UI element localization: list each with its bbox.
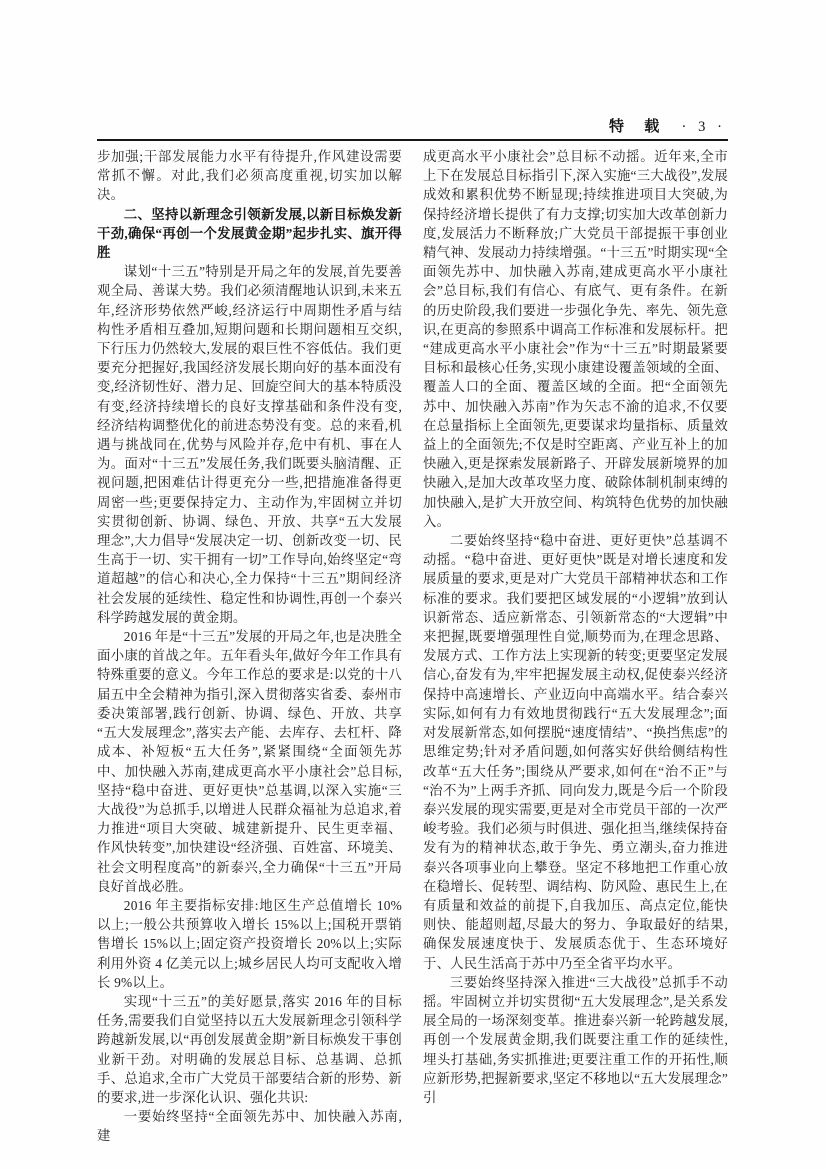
page-number: · 3 · <box>681 119 726 135</box>
section-title: 特 载 <box>609 119 668 135</box>
section-heading: 二、坚持以新理念引领新发展,以新目标焕发新干劲,确保“再创一个发展黄金期”起步扎实、旗开得胜 <box>97 206 402 261</box>
paragraph: 谋划“十三五”特别是开局之年的发展,首先要善观全局、善谋大势。我们必须清醒地认识到,未来五年,经济形势依然严峻,经济运行中周期性矛盾与结构性矛盾相互叠加,短期问题和长期问题相互交织,下行压力仍然较大,发展的艰巨性不容低估。我们更要充分把握好,我国经济发展长期向好的基本面没有变,经济韧性好、潜力足、回旋空间大的基本特质没有变,经济持续增长的良好支撑基础和条件没有变,经济结构调整优化的前进态势没有变。总的来看,机遇与挑战同在,优势与风险并存,危中有机、事在人为。面对“十三五”发展任务,我们既要头脑清醒、正视问题,把困难估计得更充分一些,把措施准备得更周密一些;更要保持定力、主动作为,牢固树立并切实贯彻创新、协调、绿色、开放、共享“五大发展理念”,大力倡导“发展决定一切、创新改变一切、民生高于一切、实干拥有一切”工作导向,始终坚定“弯道超越”的信心和决心,全力保持“十三五”期间经济社会发展的延续性、稳定性和协调性,再创一个泰兴科学跨越发展的黄金期。 <box>97 264 402 625</box>
paragraph-point-one-continued: 成更高水平小康社会”总目标不动摇。近年来,全市上下在发展总目标指引下,深入实施“三大战役”,发展成效和累积优势不断显现;持续推进项目大突破,为保持经济增长提供了有力支撑;切实加大改革创新力度,发展活力不断释放;广大党员干部提振干事创业精气神、发展动力持续增强。“十三五”时期实现“全面领先苏中、加快融入苏南,建成更高水平小康社会”总目标,我们有信心、有底气、更有条件。在新的历史阶段,我们要进一步强化争先、率先、领先意识,在更高的参照系中调高工作标准和发展标杆。把“建成更高水平小康社会”作为“十三五”时期最紧要目标和最核心任务,实现小康建设覆盖领域的全面、覆盖人口的全面、覆盖区域的全面。把“全面领先苏中、加快融入苏南”作为矢志不渝的追求,不仅要在总量指标上全面领先,更要谋求均量指标、质量效益上的全面领先;不仅是时空距离、产业互补上的加快融入,更是探索发展新路子、开辟发展新境界的加快融入,是加大改革攻坚力度、破除体制机制束缚的加快融入,是扩大开放空间、构筑特色优势的加快融入。 <box>423 149 728 529</box>
header-rule <box>97 139 728 141</box>
paragraph-point-one-start: 一要始终坚持“全面领先苏中、加快融入苏南,建 <box>97 1109 402 1144</box>
paragraph: 实现“十三五”的美好愿景,落实 2016 年的目标任务,需要我们自觉坚持以五大发展新理念引领科学跨越新发展,以“再创发展黄金期”新目标焕发干事创业新干劲。对明确的发展总目标、总基调、总抓手、总追求,全市广大党员干部要结合新的形势、新的要求,进一步深化认识、强化共识: <box>97 993 402 1105</box>
paragraph-continuation: 步加强;干部发展能力水平有待提升,作风建设需要常抓不懈。对此,我们必须高度重视,切实加以解决。 <box>97 149 402 203</box>
page-body <box>97 147 728 1146</box>
paragraph-point-three: 三要始终坚持深入推进“三大战役”总抓手不动摇。牢固树立并切实贯彻“五大发展理念”,是关系发展全局的一场深刻变革。推进泰兴新一轮跨越发展,再创一个发展黄金期,我们既要注重工作的延续性,埋头打基础,务实抓推进;更要注重工作的开拓性,顺应新形势,把握新要求,坚定不移地以“五大发展理念”引 <box>423 974 728 1105</box>
running-head <box>97 115 728 137</box>
paragraph: 2016 年是“十三五”发展的开局之年,也是决胜全面小康的首战之年。五年看头年,做好今年工作具有特殊重要的意义。今年工作总的要求是:以党的十八届五中全会精神为指引,深入贯彻落实省委、泰州市委决策部署,践行创新、协调、绿色、开放、共享“五大发展理念”,落实去产能、去库存、去杠杆、降成本、补短板“五大任务”,紧紧围绕“全面领先苏中、加快融入苏南,建成更高水平小康社会”总目标,坚持“稳中奋进、更好更快”总基调,以深入实施“三大战役”为总抓手,以增进人民群众福祉为总追求,着力推进“项目大突破、城建新提升、民生更幸福、作风快转变”,加快建设“经济强、百姓富、环境美、社会文明程度高”的新泰兴,全力确保“十三五”开局良好首战必胜。 <box>97 629 402 894</box>
right-column <box>423 147 728 1146</box>
paragraph-point-two: 二要始终坚持“稳中奋进、更好更快”总基调不动摇。“稳中奋进、更好更快”既是对增长速度和发展质量的要求,更是对广大党员干部精神状态和工作标准的要求。我们要把区域发展的“小逻辑”放到认识新常态、适应新常态、引领新常态的“大逻辑”中来把握,既要增强理性自觉,顺势而为,在理念思路、发展方式、工作方法上实现新的转变;更要坚定发展信心,奋发有为,牢牢把握发展主动权,促使泰兴经济保持中高速增长、产业迈向中高端水平。结合泰兴实际,如何有力有效地贯彻践行“五大发展理念”;面对发展新常态,如何摆脱“速度情结”、“换挡焦虑”的思维定势;针对矛盾问题,如何落实好供给侧结构性改革“五大任务”;围绕从严要求,如何在“治不正”与“治不为”上两手齐抓、同向发力,既是今后一个阶段泰兴发展的现实需要,更是对全市党员干部的一次严峻考验。我们必须与时俱进、强化担当,继续保持奋发有为的精神状态,敢于争先、勇立潮头,奋力推进泰兴各项事业向上攀登。坚定不移地把工作重心放在稳增长、促转型、调结构、防风险、惠民生上,在有质量和效益的前提下,自我加压、高点定位,能快则快、能超则超,尽最大的努力、争取最好的结果,确保发展速度快于、发展质态优于、生态环境好于、人民生活高于苏中乃至全省平均水平。 <box>423 533 728 971</box>
paragraph-indicators: 2016 年主要指标安排:地区生产总值增长 10%以上;一般公共预算收入增长 15%以上;国税开票销售增长 15%以上;固定资产投资增长 20%以上;实际利用外资 4 亿美元以上;城乡居民人均可支配收入增长 9%以上。 <box>97 897 402 990</box>
left-column <box>97 147 402 1146</box>
